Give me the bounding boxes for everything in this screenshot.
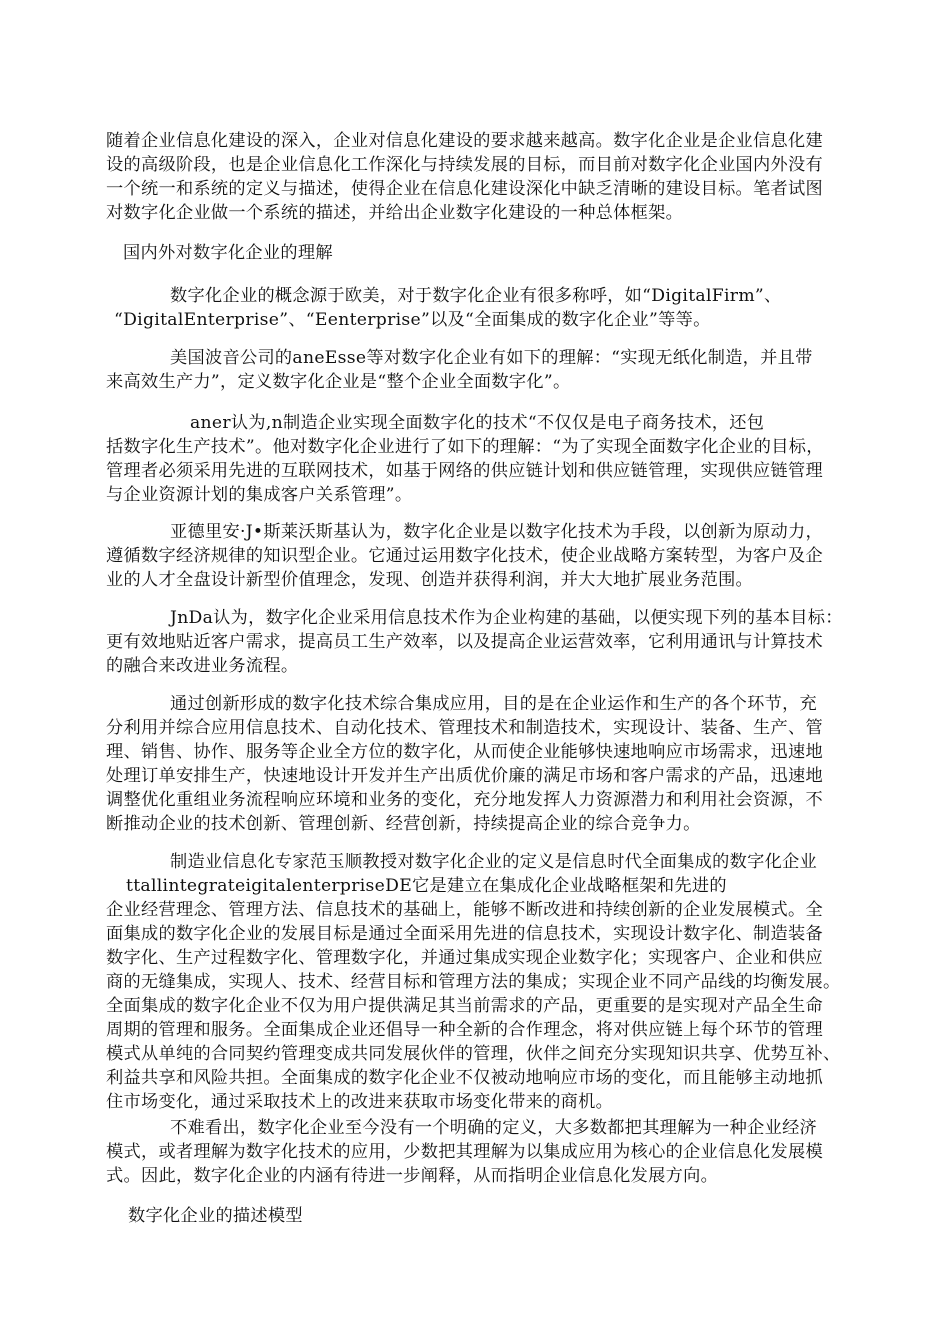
text-line: ttallintegrateigitalenterpriseDE它是建立在集成化企业战略框架和先进的 [126,876,727,896]
section-heading-description-model: 数字化企业的描述模型 [128,1206,303,1226]
paragraph-aner [106,411,852,507]
paragraph-slywotzky [106,520,852,592]
intro-paragraph [106,129,852,225]
paragraph-fan-yushun [106,850,852,1114]
text-line: 面集成的数字化企业的发展目标是通过全面采用先进的信息技术，实现设计数字化、制造装备 [106,924,823,944]
text-line: 调整优化重组业务流程响应环境和业务的变化，充分地发挥人力资源潜力和利用社会资源，不 [106,790,823,810]
paragraph-innovation [106,692,852,836]
text-line: 美国波音公司的aneEsse等对数字化企业有如下的理解：“实现无纸化制造，并且带 [170,348,813,368]
text-line: 对数字化企业做一个系统的描述，并给出企业数字化建设的一种总体框架。 [106,203,684,223]
text-line: 来高效生产力”，定义数字化企业是“整个企业全面数字化”。 [106,372,571,392]
text-line: 更有效地贴近客户需求，提高员工生产效率，以及提高企业运营效率，它利用通讯与计算技术 [106,632,823,652]
text-line: 随着企业信息化建设的深入，企业对信息化建设的要求越来越高。数字化企业是企业信息化建 [106,131,823,151]
text-line: 遵循数字经济规律的知识型企业。它通过运用数字化技术，使企业战略方案转型，为客户及企 [106,546,823,566]
text-line: JnDa认为，数字化企业采用信息技术作为企业构建的基础，以便实现下列的基本目标： [170,608,843,628]
text-line: 分利用并综合应用信息技术、自动化技术、管理技术和制造技术，实现设计、装备、生产、管 [106,718,823,738]
text-line: 利益共享和风险共担。全面集成的数字化企业不仅被动地响应市场的变化，而且能够主动地抓 [106,1068,823,1088]
text-line: 业的人才全盘设计新型价值理念，发现、创造并获得利润，并大大地扩展业务范围。 [106,570,754,590]
text-line: 制造业信息化专家范玉顺教授对数字化企业的定义是信息时代全面集成的数字化企业 [170,852,818,872]
text-line: 式。因此，数字化企业的内涵有待进一步阐释，从而指明企业信息化发展方向。 [106,1166,719,1186]
text-line: 一个统一和系统的定义与描述，使得企业在信息化建设深化中缺乏清晰的建设目标。笔者试图 [106,179,823,199]
text-line: 数字化、生产过程数字化、管理数字化，并通过集成实现企业数字化；实现客户、企业和供应 [106,948,823,968]
text-line: 的融合来改进业务流程。 [106,656,299,676]
paragraph-summary [106,1116,852,1188]
text-line: 模式，或者理解为数字化技术的应用，少数把其理解为以集成应用为核心的企业信息化发展模 [106,1142,823,1162]
text-line: “DigitalEnterprise”、“Eenterprise”以及“全面集成的数字化企业”等等。 [114,310,711,330]
text-line: 理、销售、协作、服务等企业全方位的数字化，从而使企业能够快速地响应市场需求，迅速地 [106,742,823,762]
text-line: 全面集成的数字化企业不仅为用户提供满足其当前需求的产品，更重要的是实现对产品全生命 [106,996,823,1016]
text-line: 处理订单安排生产，快速地设计开发并生产出质优价廉的满足市场和客户需求的产品，迅速地 [106,766,823,786]
text-line: 企业经营理念、管理方法、信息技术的基础上，能够不断改进和持续创新的企业发展模式。全 [106,900,823,920]
text-line: 通过创新形成的数字化技术综合集成应用，目的是在企业运作和生产的各个环节，充 [170,694,818,714]
paragraph-concept-origin [106,284,852,332]
text-line: 断推动企业的技术创新、管理创新、经营创新，持续提高企业的综合竞争力。 [106,814,701,834]
text-line: 模式从单纯的合同契约管理变成共同发展伙伴的管理，伙伴之间充分实现知识共享、优势互补、 [106,1044,841,1064]
text-line: 数字化企业的概念源于欧美，对于数字化企业有很多称呼，如“DigitalFirm”、 [170,286,782,306]
text-line: 管理者必须采用先进的互联网技术，如基于网络的供应链计划和供应链管理，实现供应链管理 [106,461,823,481]
paragraph-boeing [106,346,852,394]
text-line: aner认为,n制造企业实现全面数字化的技术“不仅仅是电子商务技术，还包 [190,413,765,433]
text-line: 亚德里安·J•斯莱沃斯基认为，数字化企业是以数字化技术为手段，以创新为原动力， [170,522,823,542]
text-line: 与企业资源计划的集成客户关系管理”。 [106,485,413,505]
text-line: 括数字化生产技术”。他对数字化企业进行了如下的理解：“为了实现全面数字化企业的目标， [106,437,824,457]
text-line: 商的无缝集成，实现人、技术、经营目标和管理方法的集成；实现企业不同产品线的均衡发展。 [106,972,841,992]
text-line: 住市场变化，通过采取技术上的改进来获取市场变化带来的商机。 [106,1092,614,1112]
text-line: 设的高级阶段，也是企业信息化工作深化与持续发展的目标，而目前对数字化企业国内外没有 [106,155,823,175]
text-line: 周期的管理和服务。全面集成企业还倡导一种全新的合作理念，将对供应链上每个环节的管理 [106,1020,823,1040]
text-line: 不难看出，数字化企业至今没有一个明确的定义，大多数都把其理解为一种企业经济 [170,1118,818,1138]
section-heading-domestic-foreign: 国内外对数字化企业的理解 [123,243,333,263]
paragraph-jnda [106,606,852,678]
